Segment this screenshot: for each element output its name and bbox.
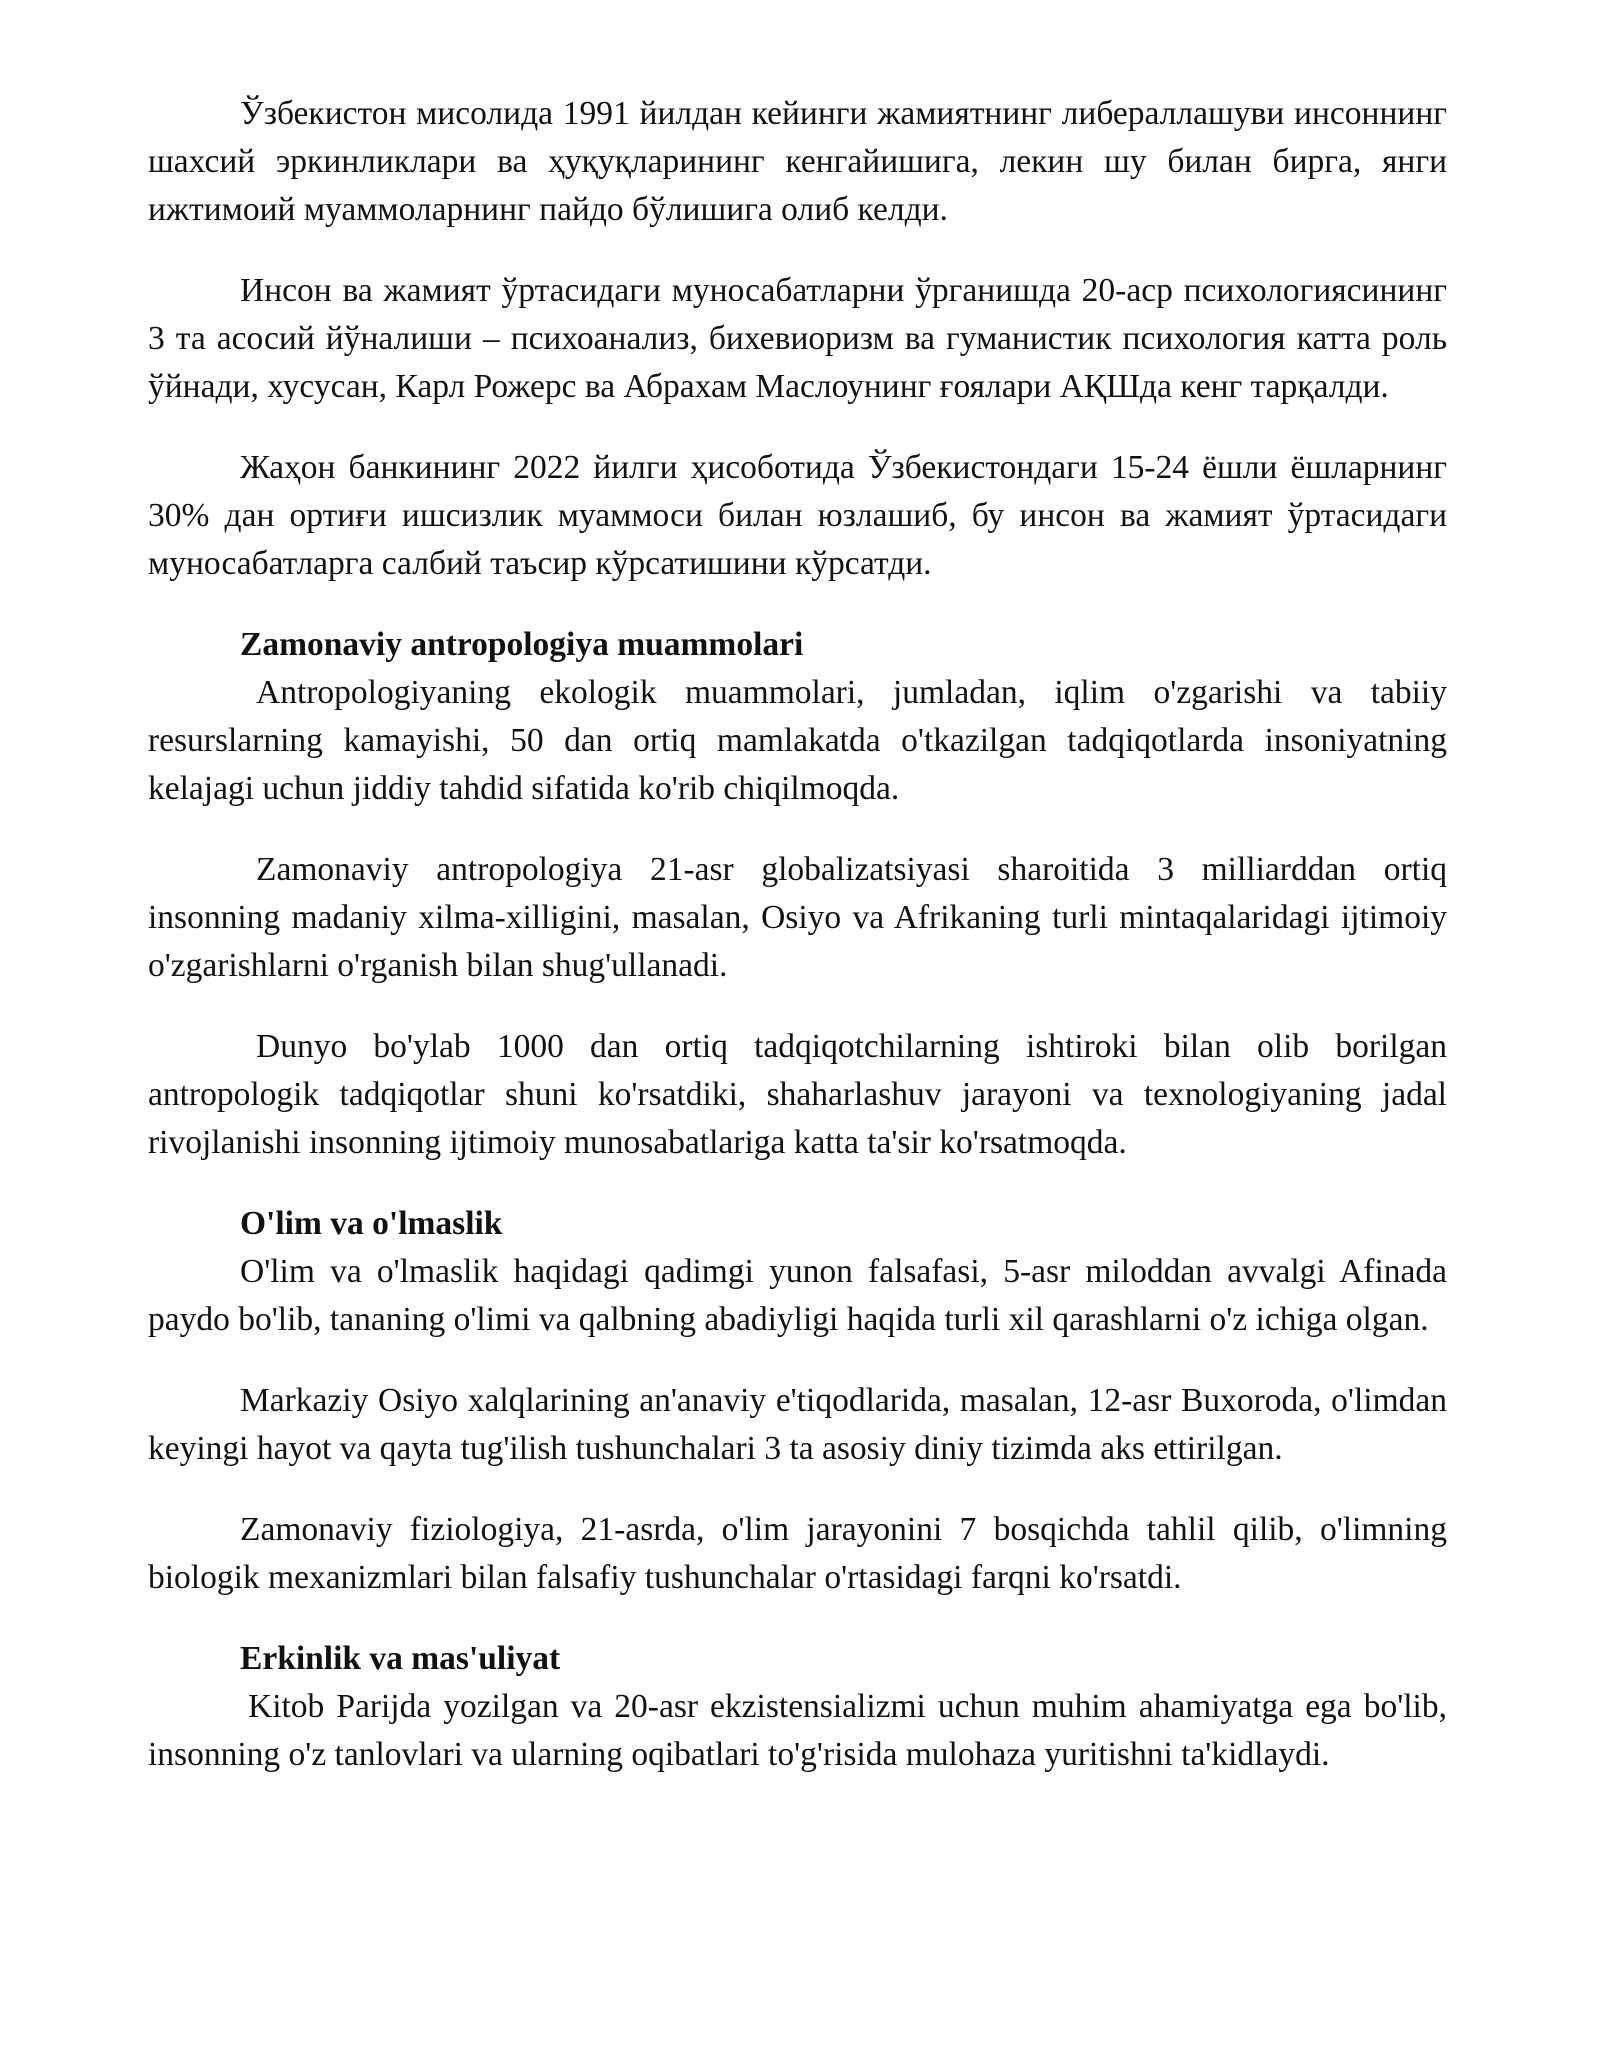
section-paragraph: Markaziy Osiyo xalqlarining an'anaviy e'tiqodlarida, masalan, 12-asr Buxoroda, o'limdan keyingi hayot va qayta tug'ilish tushunchalari 3 ta asosiy diniy tizimda aks ettirilgan. [148,1382,1447,1467]
intro-paragraph-2: Инсон ва жамият ўртасидаги муносабатларни ўрганишда 20-аср психологиясининг 3 та асосий йўналиши – психоанализ, бихевиоризм ва гуманистик психология катта роль ўйнади, хусусан, Карл Рожерс ва Абрахам Маслоунинг ғоялари АҚШда кенг тарқалди. [148,272,1447,405]
intro-paragraph-3: Жаҳон банкининг 2022 йилги ҳисоботида Ўзбекистондаги 15-24 ёшли ёшларнинг 30% дан ортиғи ишсизлик муаммоси билан юзлашиб, бу инсон ва жамият ўртасидаги муносабатларга салбий таъсир кўрсатишини кўрсатди. [148,449,1447,582]
section-paragraph: Kitob Parijda yozilgan va 20-asr ekzistensializmi uchun muhim ahamiyatga ega bo'lib, insonning o'z tanlovlari va ularning oqibatlari to'g'risida mulohaza yuritishni ta'kidlaydi. [148,1688,1447,1773]
section-heading: Erkinlik va mas'uliyat [240,1640,561,1677]
section-erkinlik [148,1635,1447,1779]
section-paragraph: Zamonaviy antropologiya 21-asr globalizatsiyasi sharoitida 3 milliarddan ortiq insonning madaniy xilma-xilligini, masalan, Osiyo va Afrikaning turli mintaqalaridagi ijtimoiy o'zgarishlarni o'rganish bilan shug'ullanadi. [148,851,1447,984]
section-heading: O'lim va o'lmaslik [240,1205,503,1242]
intro-paragraph-1: Ўзбекистон мисолида 1991 йилдан кейинги жамиятнинг либераллашуви инсоннинг шахсий эркинликлари ва ҳуқуқларининг кенгайишига, лекин шу билан бирга, янги ижтимоий муаммоларнинг пайдо бўлишига олиб келди. [148,95,1447,228]
section-antropologiya [148,621,1447,1167]
section-paragraph: O'lim va o'lmaslik haqidagi qadimgi yunon falsafasi, 5-asr miloddan avvalgi Afinada paydo bo'lib, tananing o'limi va qalbning abadiyligi haqida turli xil qarashlarni o'z ichiga olgan. [148,1253,1447,1338]
section-paragraph: Dunyo bo'ylab 1000 dan ortiq tadqiqotchilarning ishtiroki bilan olib borilgan antropologik tadqiqotlar shuni ko'rsatdiki, shaharlashuv jarayoni va texnologiyaning jadal rivojlanishi insonning ijtimoiy munosabatlariga katta ta'sir ko'rsatmoqda. [148,1028,1447,1161]
section-heading: Zamonaviy antropologiya muammolari [240,626,804,663]
section-paragraph: Zamonaviy fiziologiya, 21-asrda, o'lim jarayonini 7 bosqichda tahlil qilib, o'limning biologik mexanizmlari bilan falsafiy tushunchalar o'rtasidagi farqni ko'rsatdi. [148,1511,1447,1596]
section-paragraph: Antropologiyaning ekologik muammolari, jumladan, iqlim o'zgarishi va tabiiy resurslarning kamayishi, 50 dan ortiq mamlakatda o'tkazilgan tadqiqotlarda insoniyatning kelajagi uchun jiddiy tahdid sifatida ko'rib chiqilmoqda. [148,674,1447,807]
section-olim [148,1200,1447,1602]
